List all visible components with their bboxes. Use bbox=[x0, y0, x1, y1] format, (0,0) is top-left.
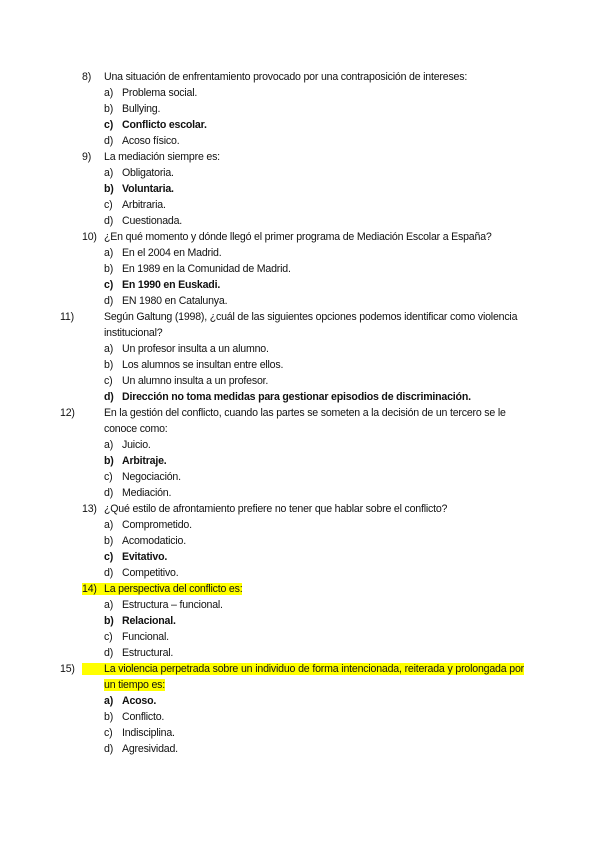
option-letter: c) bbox=[104, 631, 113, 643]
option-letter: b) bbox=[104, 535, 114, 547]
option-letter: d) bbox=[104, 487, 114, 499]
option-letter: a) bbox=[104, 167, 114, 179]
option-letter: b) bbox=[104, 183, 114, 195]
option-d bbox=[104, 645, 173, 661]
option-letter: c) bbox=[104, 119, 114, 131]
option-letter: a) bbox=[104, 599, 114, 611]
option-letter: a) bbox=[104, 87, 114, 99]
option-b bbox=[104, 613, 176, 629]
option-letter: d) bbox=[104, 743, 114, 755]
option-text: Agresividad. bbox=[122, 743, 178, 755]
option-text: Mediación. bbox=[122, 487, 172, 499]
option-c bbox=[104, 469, 181, 485]
question-7 bbox=[82, 581, 522, 597]
option-text: En 1989 en la Comunidad de Madrid. bbox=[122, 263, 291, 275]
question-text: Según Galtung (1998), ¿cuál de las siguientes opciones podemos identificar como violencia institucional? bbox=[104, 311, 518, 339]
option-text: Arbitraria. bbox=[122, 199, 166, 211]
option-text: Cuestionada. bbox=[122, 215, 183, 227]
option-b bbox=[104, 181, 174, 197]
option-b bbox=[104, 709, 164, 725]
question-text: ¿En qué momento y dónde llegó el primer programa de Mediación Escolar a España? bbox=[104, 231, 492, 243]
question-5 bbox=[60, 405, 524, 437]
option-c bbox=[104, 277, 220, 293]
option-d bbox=[104, 389, 471, 405]
option-a bbox=[104, 693, 156, 709]
question-1 bbox=[82, 69, 522, 85]
option-c bbox=[104, 373, 268, 389]
option-b bbox=[104, 261, 291, 277]
option-a bbox=[104, 341, 269, 357]
option-letter: a) bbox=[104, 247, 114, 259]
question-text: La violencia perpetrada sobre un individuo de forma intencionada, reiterada y prolongada por un tiempo es: bbox=[104, 663, 524, 691]
option-letter: b) bbox=[104, 615, 114, 627]
option-text: Indisciplina. bbox=[122, 727, 175, 739]
option-letter: b) bbox=[104, 711, 114, 723]
option-a bbox=[104, 517, 192, 533]
option-d bbox=[104, 741, 178, 757]
option-c bbox=[104, 197, 166, 213]
option-c bbox=[104, 725, 175, 741]
option-text: Negociación. bbox=[122, 471, 181, 483]
option-text: Problema social. bbox=[122, 87, 198, 99]
option-a bbox=[104, 245, 221, 261]
question-number: 10) bbox=[82, 231, 97, 243]
option-text: Un alumno insulta a un profesor. bbox=[122, 375, 269, 387]
option-letter: c) bbox=[104, 551, 114, 563]
option-d bbox=[104, 213, 182, 229]
option-text: Un profesor insulta a un alumno. bbox=[122, 343, 269, 355]
option-d bbox=[104, 133, 179, 149]
option-letter: c) bbox=[104, 727, 113, 739]
question-number: 11) bbox=[60, 311, 74, 323]
option-c bbox=[104, 629, 169, 645]
option-letter: d) bbox=[104, 215, 114, 227]
option-text: Conflicto. bbox=[122, 711, 165, 723]
option-letter: a) bbox=[104, 343, 114, 355]
option-letter: a) bbox=[104, 519, 114, 531]
option-letter: d) bbox=[104, 295, 114, 307]
option-a bbox=[104, 437, 151, 453]
option-letter: d) bbox=[104, 391, 114, 403]
question-text: ¿Qué estilo de afrontamiento prefiere no tener que hablar sobre el conflicto? bbox=[104, 503, 448, 515]
question-number: 8) bbox=[82, 71, 92, 83]
option-a bbox=[104, 597, 223, 613]
question-text: En la gestión del conflicto, cuando las partes se someten a la decisión de un tercero se le conoce como: bbox=[104, 407, 506, 435]
option-text: Los alumnos se insultan entre ellos. bbox=[122, 359, 284, 371]
question-number: 9) bbox=[82, 151, 92, 163]
option-text: Conflicto escolar. bbox=[122, 119, 207, 131]
question-text: La perspectiva del conflicto es: bbox=[104, 583, 243, 595]
option-text: Funcional. bbox=[122, 631, 169, 643]
option-text: Estructura – funcional. bbox=[122, 599, 223, 611]
question-2 bbox=[82, 149, 522, 165]
option-text: Juicio. bbox=[122, 439, 151, 451]
option-letter: b) bbox=[104, 359, 114, 371]
option-letter: b) bbox=[104, 455, 114, 467]
question-number: 14) bbox=[82, 583, 97, 595]
option-letter: a) bbox=[104, 695, 114, 707]
option-text: Relacional. bbox=[122, 615, 176, 627]
option-text: Comprometido. bbox=[122, 519, 192, 531]
option-letter: c) bbox=[104, 471, 113, 483]
option-text: Acoso. bbox=[122, 695, 157, 707]
option-text: Arbitraje. bbox=[122, 455, 167, 467]
option-letter: d) bbox=[104, 567, 114, 579]
option-b bbox=[104, 101, 160, 117]
question-number: 12) bbox=[60, 407, 75, 419]
option-letter: b) bbox=[104, 103, 114, 115]
option-text: Estructural. bbox=[122, 647, 174, 659]
option-text: Acomodaticio. bbox=[122, 535, 186, 547]
option-letter: d) bbox=[104, 647, 114, 659]
option-c bbox=[104, 549, 167, 565]
question-text: Una situación de enfrentamiento provocado por una contraposición de intereses: bbox=[104, 71, 468, 83]
question-4 bbox=[60, 309, 524, 341]
option-text: EN 1980 en Catalunya. bbox=[122, 295, 228, 307]
question-8 bbox=[60, 661, 524, 693]
option-b bbox=[104, 357, 283, 373]
option-letter: b) bbox=[104, 263, 114, 275]
option-text: Obligatoria. bbox=[122, 167, 174, 179]
option-letter: a) bbox=[104, 439, 114, 451]
option-d bbox=[104, 565, 178, 581]
option-a bbox=[104, 165, 174, 181]
option-letter: c) bbox=[104, 199, 113, 211]
option-letter: c) bbox=[104, 375, 113, 387]
question-3 bbox=[82, 229, 522, 245]
question-6 bbox=[82, 501, 522, 517]
question-number: 15) bbox=[60, 663, 75, 675]
option-letter: d) bbox=[104, 135, 114, 147]
question-text: La mediación siempre es: bbox=[104, 151, 220, 163]
option-text: Evitativo. bbox=[122, 551, 168, 563]
option-text: Dirección no toma medidas para gestionar episodios de discriminación. bbox=[122, 391, 471, 403]
option-a bbox=[104, 85, 197, 101]
option-text: En 1990 en Euskadi. bbox=[122, 279, 221, 291]
option-b bbox=[104, 533, 186, 549]
option-d bbox=[104, 485, 171, 501]
option-d bbox=[104, 293, 227, 309]
option-text: Voluntaria. bbox=[122, 183, 174, 195]
option-text: Competitivo. bbox=[122, 567, 179, 579]
option-text: Bullying. bbox=[122, 103, 161, 115]
question-number: 13) bbox=[82, 503, 97, 515]
option-b bbox=[104, 453, 167, 469]
option-c bbox=[104, 117, 207, 133]
option-text: Acoso físico. bbox=[122, 135, 180, 147]
option-letter: c) bbox=[104, 279, 114, 291]
option-text: En el 2004 en Madrid. bbox=[122, 247, 222, 259]
